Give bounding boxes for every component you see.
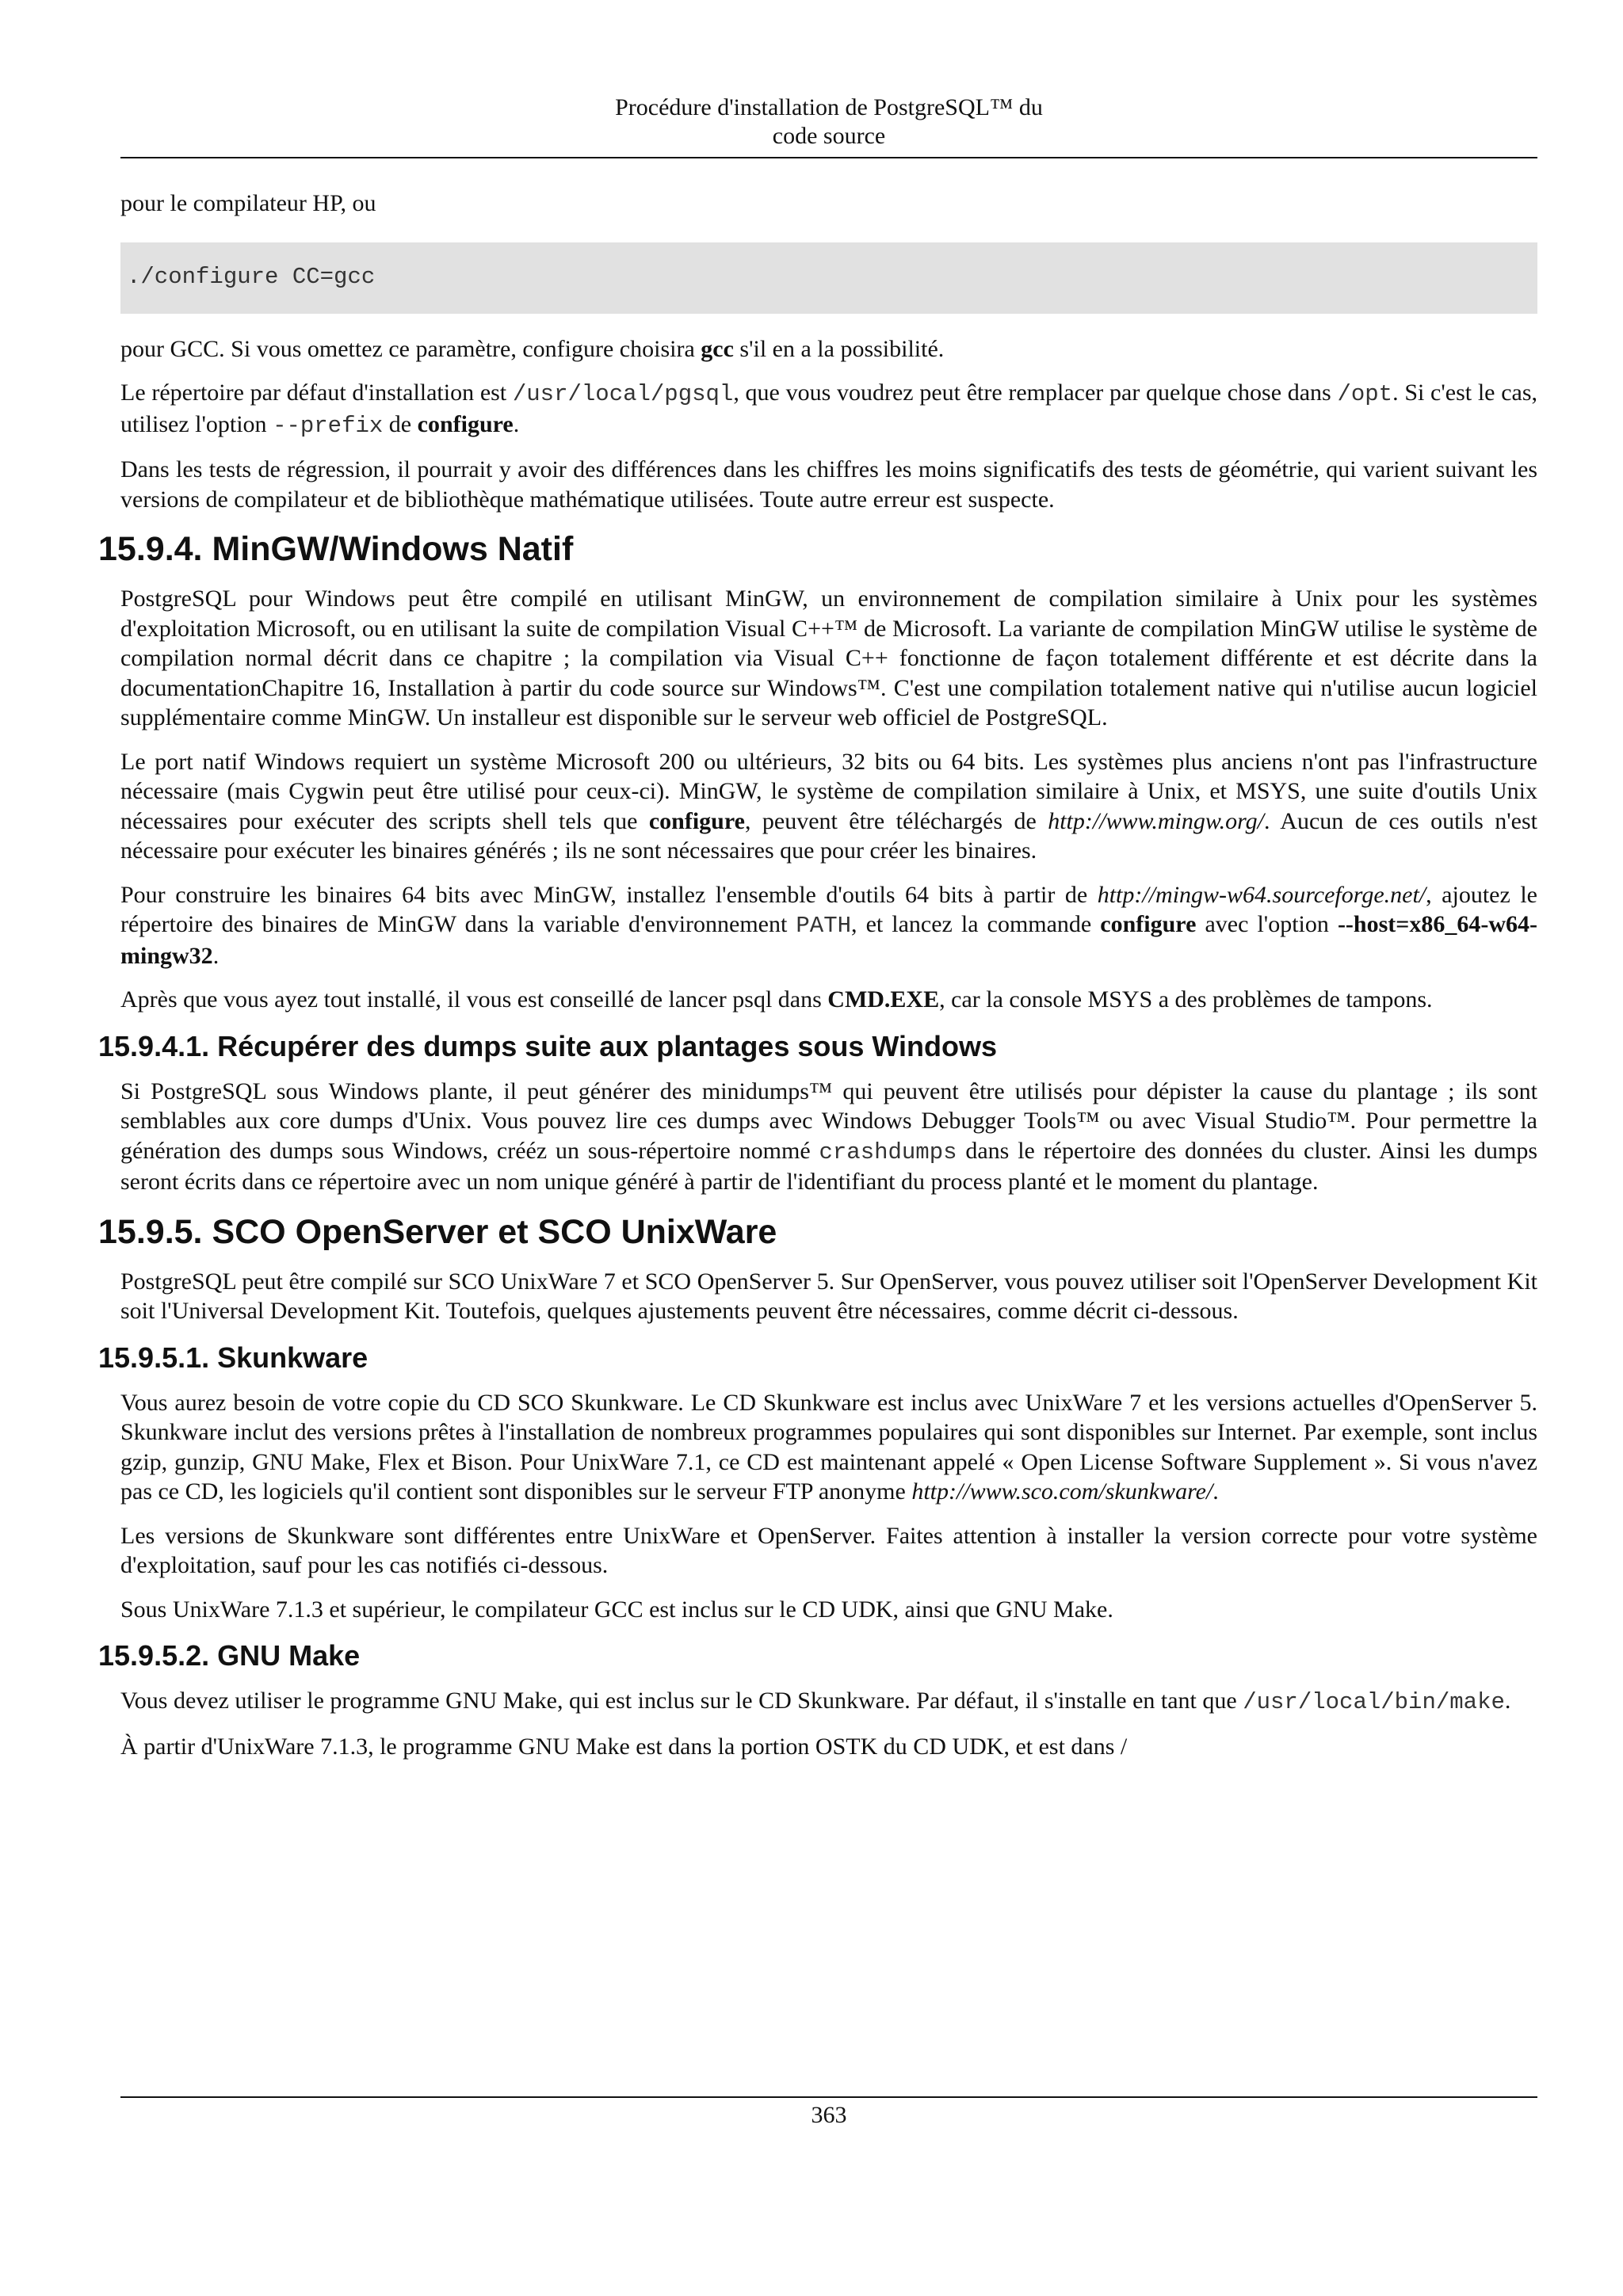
page-content <box>98 189 1538 1775</box>
code-opt: /opt <box>1337 381 1393 407</box>
text-span: . Si c'est le cas, utilisez l'option <box>120 379 1537 437</box>
subsection-heading-skunkware: 15.9.5.1. Skunkware <box>98 1341 369 1374</box>
running-header-line-1: Procédure d'installation de PostgreSQL™ du <box>615 94 1043 120</box>
link-mingw-org[interactable]: http://www.mingw.org/ <box>1048 807 1265 834</box>
paragraph-gcc <box>120 334 1537 364</box>
text-span: , et lancez la commande <box>851 911 1101 937</box>
paragraph-gnu-make-1 <box>120 1686 1537 1718</box>
text-span: Vous aurez besoin de votre copie du CD SCO Skunkware. Le CD Skunkware est inclus avec UnixWare 7 et les versions actuelles d'OpenServer 5. Skunkware inclut des versions prêtes à l'installation de nombreux programmes populaires qui sont disponibles sur Internet. Par exemple, sont inclus gzip, gunzip, GNU Make, Flex et Bison. Pour UnixWare 7.1, ce CD est maintenant appelé « Open License Software Supplement ». Si vous n'avez pas ce CD, les logiciels qu'il contient sont disponibles sur le serveur FTP anonyme <box>120 1389 1537 1505</box>
link-mingw-w64[interactable]: http://mingw-w64.sourceforge.net/ <box>1097 881 1426 908</box>
text-span: Si PostgreSQL sous Windows plante, il peut générer des minidumps™ qui peuvent être utilisés pour dépister la cause du plantage ; ils sont semblables aux core dumps d'Unix. Vous pouvez lire ces dumps avec Windows Debugger Tools™ ou avec Visual Studio™. Pour permettre la génération des dumps sous Windows, crééz un sous-répertoire nommé <box>120 1077 1537 1164</box>
running-header <box>120 93 1537 151</box>
text-span: Le port natif Windows requiert un système Microsoft 200 ou ultérieurs, 32 bits ou 64 bits. Les systèmes plus anciens n'ont pas l'infrastructure nécessaire (mais Cygwin peut être utilisé pour ceux-ci). MinGW, le système de compilation similaire à Unix, et MSYS, une suite d'outils Unix nécessaires pour exécuter des scripts shell tels que <box>120 748 1537 834</box>
page-number: 363 <box>811 2102 847 2128</box>
text-span: , que vous voudrez peut être remplacer par quelque chose dans <box>733 379 1338 406</box>
paragraph-mingw-1: PostgreSQL pour Windows peut être compilé en utilisant MinGW, un environnement de compilation similaire à Unix pour les systèmes d'exploitation Microsoft, ou en utilisant la suite de compilation Visual C++™ de Microsoft. La variante de compilation MinGW utilise le système de compilation normal décrit dans ce chapitre ; la compilation via Visual C++ fonctionne de façon totalement différente et est décrite dans la documentationChapitre 16, Installation à partir du code source sur Windows™. C'est une compilation totalement native qui n'utilise aucun logiciel supplémentaire comme MinGW. Un installeur est disponible sur le serveur web officiel de PostgreSQL. <box>120 585 1537 730</box>
text-span: dans le répertoire des données du cluster. Ainsi les dumps seront écrits dans ce répertoire avec un nom unique généré à partir de l'identifiant du process planté et le moment du plantage. <box>120 1137 1537 1195</box>
code-crashdumps: crashdumps <box>819 1138 957 1165</box>
bold-gcc: gcc <box>701 335 734 362</box>
text-span: avec l'option <box>1196 911 1338 937</box>
section-heading-mingw: 15.9.4. MinGW/Windows Natif <box>98 530 574 568</box>
section-heading-sco: 15.9.5. SCO OpenServer et SCO UnixWare <box>98 1212 777 1251</box>
paragraph-install-dir <box>120 378 1537 441</box>
footer-rule <box>120 2096 1537 2098</box>
text-span: , ajoutez le répertoire des binaires de MinGW dans la variable d'environnement <box>120 881 1537 937</box>
code-path: PATH <box>796 913 852 939</box>
paragraph-regression: Dans les tests de régression, il pourrait y avoir des différences dans les chiffres les moins significatifs des tests de géométrie, qui varient suivant les versions de compilateur et de bibliothèque mathématique utilisées. Toute autre erreur est suspecte. <box>120 456 1537 513</box>
header-rule <box>120 157 1537 158</box>
paragraph-sco: PostgreSQL peut être compilé sur SCO UnixWare 7 et SCO OpenServer 5. Sur OpenServer, vous pouvez utiliser soit l'OpenServer Development Kit soit l'Universal Development Kit. Toutefois, quelques ajustements peuvent être nécessaires, comme décrit ci-dessous. <box>120 1268 1537 1324</box>
bold-cmd-exe: CMD.EXE <box>827 986 940 1013</box>
text-span: pour GCC. Si vous omettez ce paramètre, configure choisira <box>120 335 701 362</box>
text-span: de <box>383 410 418 437</box>
paragraph-mingw-2 <box>120 747 1537 866</box>
text-span: Après que vous ayez tout installé, il vous est conseillé de lancer psql dans <box>120 986 828 1013</box>
text-span: , peuvent être téléchargés de <box>744 807 1048 834</box>
code-usr-local-pgsql: /usr/local/pgsql <box>512 381 734 407</box>
paragraph-mingw-4 <box>120 985 1537 1015</box>
code-prefix: --prefix <box>273 412 384 439</box>
paragraph-gnu-make-2: À partir d'UnixWare 7.1.3, le programme GNU Make est dans la portion OSTK du CD UDK, et est dans / <box>120 1733 1128 1760</box>
text-span: , car la console MSYS a des problèmes de tampons. <box>939 986 1433 1013</box>
paragraph-hp-compiler: pour le compilateur HP, ou <box>120 190 376 216</box>
code-usr-local-bin-make: /usr/local/bin/make <box>1243 1689 1505 1715</box>
bold-configure: configure <box>648 807 745 834</box>
text-span: Vous devez utiliser le programme GNU Make, qui est inclus sur le CD Skunkware. Par défaut, il s'installe en tant que <box>120 1688 1243 1714</box>
text-span: Le répertoire par défaut d'installation est <box>120 379 513 406</box>
text-span: Pour construire les binaires 64 bits avec MinGW, installez l'ensemble d'outils 64 bits à partir de <box>120 881 1098 908</box>
text-span: . <box>1504 1688 1511 1714</box>
paragraph-skunkware-3: Sous UnixWare 7.1.3 et supérieur, le compilateur GCC est inclus sur le CD UDK, ainsi que GNU Make. <box>120 1596 1113 1623</box>
text-span: . <box>212 942 220 969</box>
code-block-configure-gcc: ./configure CC=gcc <box>120 242 1537 314</box>
text-span: . <box>1212 1478 1219 1505</box>
text-span: . Aucun de ces outils n'est nécessaire pour exécuter les binaires générés ; ils ne sont nécessaires que pour créer les binaires. <box>120 807 1537 864</box>
running-header-line-2: code source <box>772 123 886 149</box>
link-sco-skunkware[interactable]: http://www.sco.com/skunkware/ <box>911 1478 1213 1505</box>
subsection-heading-crash-dumps: 15.9.4.1. Récupérer des dumps suite aux plantages sous Windows <box>98 1029 998 1062</box>
bold-configure: configure <box>1100 911 1197 937</box>
text-span: s'il en a la possibilité. <box>733 335 945 362</box>
paragraph-skunkware-1 <box>120 1388 1537 1507</box>
text-span: . <box>513 410 520 437</box>
paragraph-crash-dumps <box>120 1077 1537 1197</box>
paragraph-mingw-3 <box>120 880 1537 971</box>
bold-configure: configure <box>417 410 514 437</box>
subsection-heading-gnu-make: 15.9.5.2. GNU Make <box>98 1639 361 1672</box>
paragraph-skunkware-2: Les versions de Skunkware sont différentes entre UnixWare et OpenServer. Faites attention à installer la version correcte pour votre système d'exploitation, sauf pour les cas notifiés ci-dessous. <box>120 1522 1537 1578</box>
bold-host-option: --host=x86_64-w64-mingw32 <box>120 911 1538 969</box>
